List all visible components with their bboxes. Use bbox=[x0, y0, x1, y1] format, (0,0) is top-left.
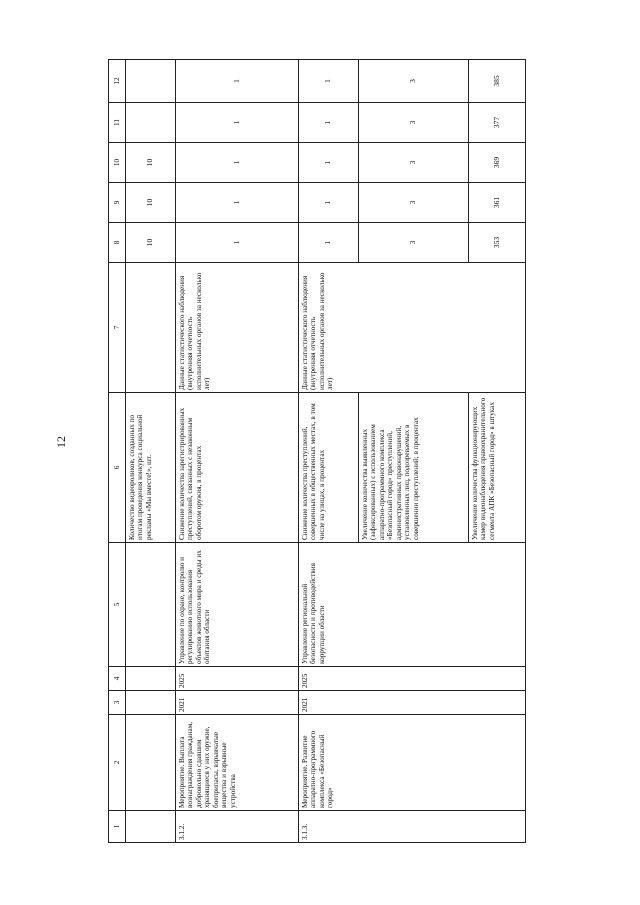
col-header-5: 5 bbox=[109, 543, 126, 667]
cell-indicator: Увеличение количества функционирующих камер видеонаблюдения правоохранительного сегмента АПК «Безопасный город» в штуках bbox=[469, 393, 526, 543]
cell-end-year bbox=[126, 667, 176, 691]
cell-value: 353 bbox=[469, 223, 526, 263]
col-header-8: 8 bbox=[109, 223, 126, 263]
cell-value: 1 bbox=[299, 223, 359, 263]
table-row bbox=[176, 60, 299, 843]
cell-value: 385 bbox=[469, 60, 526, 103]
col-header-1: 1 bbox=[109, 811, 126, 843]
col-header-4: 4 bbox=[109, 667, 126, 691]
cell-value: 10 bbox=[126, 223, 176, 263]
cell-number: 3.1.3. bbox=[299, 811, 526, 843]
cell-value: 1 bbox=[299, 60, 359, 103]
cell-value: 1 bbox=[176, 103, 299, 143]
cell-indicator: Снижение количества преступлений, совершенных в общественных местах, в том числе на улицах, в процентах bbox=[299, 393, 359, 543]
program-table bbox=[108, 59, 526, 843]
cell-value: 10 bbox=[126, 183, 176, 223]
cell-measure bbox=[126, 715, 176, 811]
cell-indicator: Увеличение количества выявленных (зафиксированных) с использованием аппаратно-программного комплекса «Безопасный город» преступлений, административных правонарушений, установленных лиц, подозреваемых в совершении преступлений; в процентах bbox=[359, 393, 469, 543]
cell-value: 1 bbox=[299, 183, 359, 223]
cell-executor bbox=[126, 543, 176, 667]
cell-value: 1 bbox=[299, 103, 359, 143]
cell-source: Данные статистического наблюдения (внутренняя отчетность исполнительных органов за несколько лет) bbox=[176, 263, 299, 393]
cell-number bbox=[126, 811, 176, 843]
cell-value bbox=[126, 60, 176, 103]
cell-value: 1 bbox=[176, 183, 299, 223]
col-header-12: 12 bbox=[109, 60, 126, 103]
cell-executor: Управление региональной безопасности и противодействия коррупции области bbox=[299, 543, 526, 667]
cell-value: 3 bbox=[359, 143, 469, 183]
cell-value: 3 bbox=[359, 60, 469, 103]
cell-executor: Управление по охране, контролю и регулированию использования объектов животного мира и среды их обитания области bbox=[176, 543, 299, 667]
cell-value: 10 bbox=[126, 143, 176, 183]
table-row bbox=[299, 60, 359, 843]
cell-measure: Мероприятие. Выплата вознаграждения гражданам, добровольно сдавшим хранящиеся у них оружие, боеприпасы, взрывчатые вещества и взрывные устройства bbox=[176, 715, 299, 811]
page-number: 12 bbox=[54, 436, 68, 448]
cell-source: Данные статистического наблюдения (внутренняя отчетность исполнительных органов за несколько лет) bbox=[299, 263, 526, 393]
cell-start-year: 2021 bbox=[176, 691, 299, 715]
cell-end-year: 2025 bbox=[176, 667, 299, 691]
col-header-10: 10 bbox=[109, 143, 126, 183]
col-header-7: 7 bbox=[109, 263, 126, 393]
cell-value: 1 bbox=[176, 143, 299, 183]
cell-value: 1 bbox=[176, 223, 299, 263]
cell-value: 3 bbox=[359, 183, 469, 223]
cell-number: 3.1.2. bbox=[176, 811, 299, 843]
cell-value: 1 bbox=[299, 143, 359, 183]
col-header-11: 11 bbox=[109, 103, 126, 143]
cell-measure: Мероприятие. Развитие аппаратно-программного комплекса «Безопасный город» bbox=[299, 715, 526, 811]
cell-value: 3 bbox=[359, 103, 469, 143]
cell-indicator: Количество видеороликов, созданных по итогам проведения конкурса социальной рекламы «Мы вместе!», шт. bbox=[126, 393, 176, 543]
col-header-9: 9 bbox=[109, 183, 126, 223]
cell-end-year: 2025 bbox=[299, 667, 526, 691]
cell-start-year bbox=[126, 691, 176, 715]
rotated-table-wrapper bbox=[108, 60, 520, 843]
cell-start-year: 2021 bbox=[299, 691, 526, 715]
cell-value: 377 bbox=[469, 103, 526, 143]
table-row bbox=[126, 60, 176, 843]
header-row bbox=[109, 60, 126, 843]
cell-value: 369 bbox=[469, 143, 526, 183]
cell-value: 1 bbox=[176, 60, 299, 103]
cell-indicator: Снижение количества зарегистрированных преступлений, связанных с незаконным оборотом оружия, в процентах bbox=[176, 393, 299, 543]
cell-source bbox=[126, 263, 176, 393]
cell-value bbox=[126, 103, 176, 143]
cell-value: 361 bbox=[469, 183, 526, 223]
cell-value: 3 bbox=[359, 223, 469, 263]
col-header-3: 3 bbox=[109, 691, 126, 715]
col-header-2: 2 bbox=[109, 715, 126, 811]
col-header-6: 6 bbox=[109, 393, 126, 543]
